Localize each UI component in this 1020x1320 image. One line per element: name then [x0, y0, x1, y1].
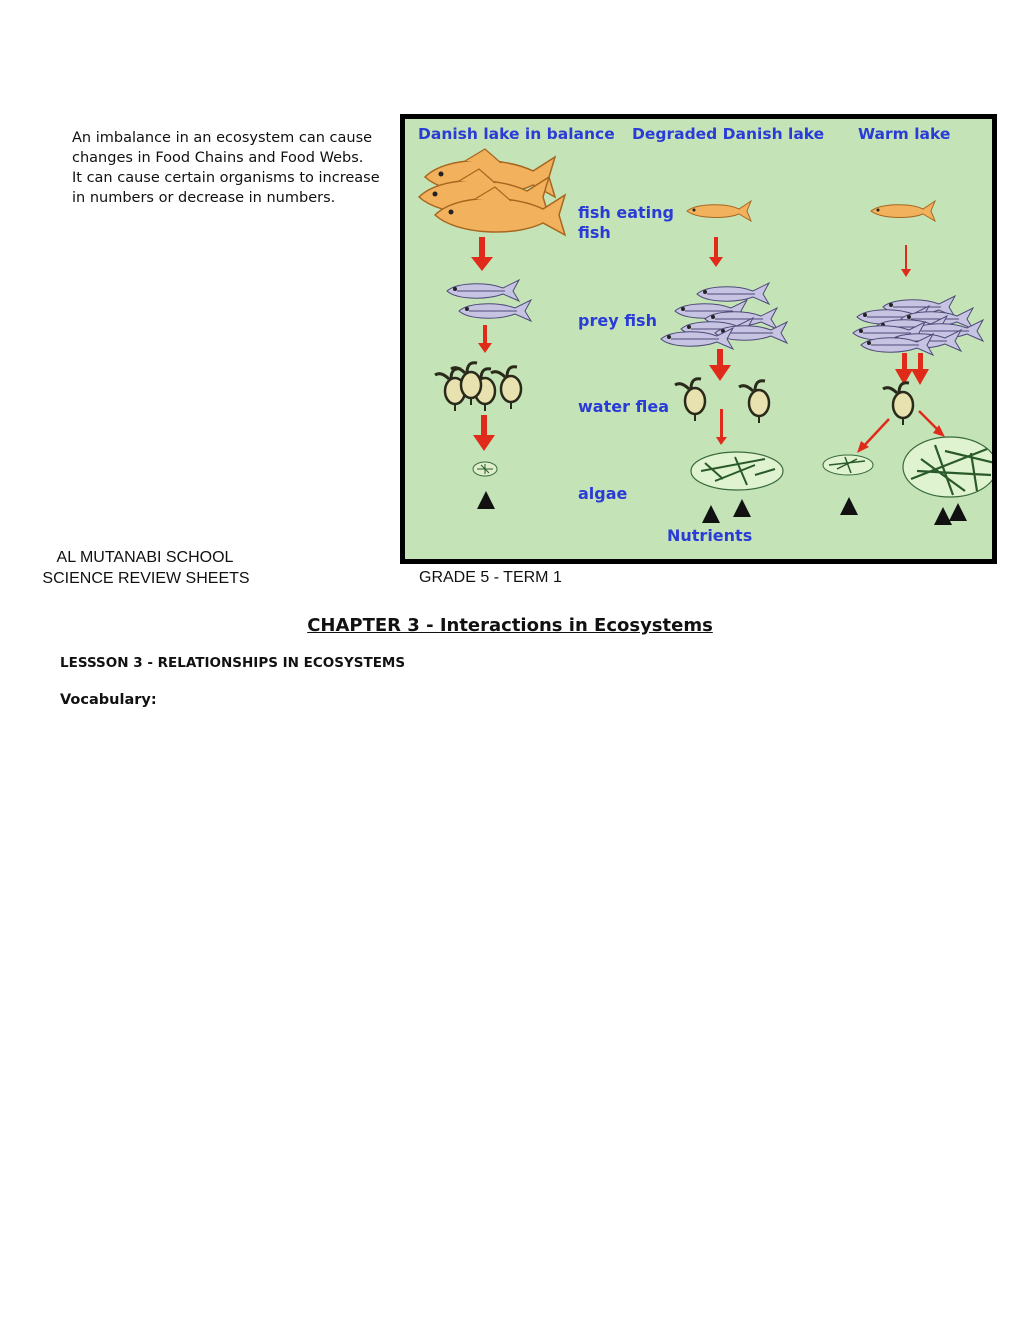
col-degraded-fish-eating [687, 201, 751, 221]
review-sheets-title: SCIENCE REVIEW SHEETS [42, 570, 250, 587]
header-warm: Warm lake [858, 125, 951, 143]
arrow-down [716, 409, 727, 445]
col-warm-prey-fish [853, 296, 983, 355]
col-degraded-algae [691, 452, 783, 490]
intro-paragraph [72, 128, 392, 208]
col-warm-fish-eating [871, 201, 935, 221]
chapter-title: CHAPTER 3 - Interactions in Ecosystems [307, 615, 713, 636]
nutrient-arrow [733, 499, 751, 517]
arrow-down [901, 245, 911, 277]
arrow-down [709, 237, 723, 267]
col-degraded-prey-fish [661, 283, 787, 349]
col-balance-prey-fish [447, 280, 531, 321]
header-balance: Danish lake in balance [418, 125, 615, 143]
lake-ecosystem-figure [400, 114, 997, 564]
grade-term: GRADE 5 - TERM 1 [419, 569, 562, 586]
col-balance-algae [473, 462, 497, 476]
nutrient-arrow [702, 505, 720, 523]
col-balance-water-flea [435, 363, 521, 411]
nutrient-arrow [934, 507, 952, 525]
label-nutrients: Nutrients [667, 526, 753, 545]
col-balance-fish-eating [419, 149, 565, 235]
nutrient-arrow [949, 503, 967, 521]
arrow-down [478, 325, 492, 353]
arrow-down [473, 415, 495, 451]
header-degraded: Degraded Danish lake [632, 125, 825, 143]
nutrient-arrow [840, 497, 858, 515]
arrow-down [471, 237, 493, 271]
food-chain-illustration [405, 119, 992, 559]
label-fish-eating-fish: fish eating fish [578, 203, 674, 242]
label-prey-fish: prey fish [578, 311, 657, 330]
label-algae: algae [578, 484, 628, 503]
school-name: AL MUTANABI SCHOOL [56, 549, 234, 566]
arrow-down [709, 349, 731, 381]
col-warm-algae [823, 437, 992, 497]
intro-line: in numbers or decrease in numbers. [72, 190, 336, 206]
double-arrow-down [895, 353, 929, 385]
intro-line: An imbalance in an ecosystem can cause [72, 130, 373, 146]
label-water-flea: water flea [578, 397, 670, 416]
vocabulary-heading: Vocabulary: [60, 692, 157, 708]
nutrient-arrow [477, 491, 495, 509]
intro-line: changes in Food Chains and Food Webs. [72, 150, 364, 166]
col-warm-water-flea [883, 383, 913, 425]
lesson-title: LESSSON 3 - RELATIONSHIPS IN ECOSYSTEMS [60, 655, 406, 671]
intro-line: It can cause certain organisms to increase [72, 170, 380, 186]
